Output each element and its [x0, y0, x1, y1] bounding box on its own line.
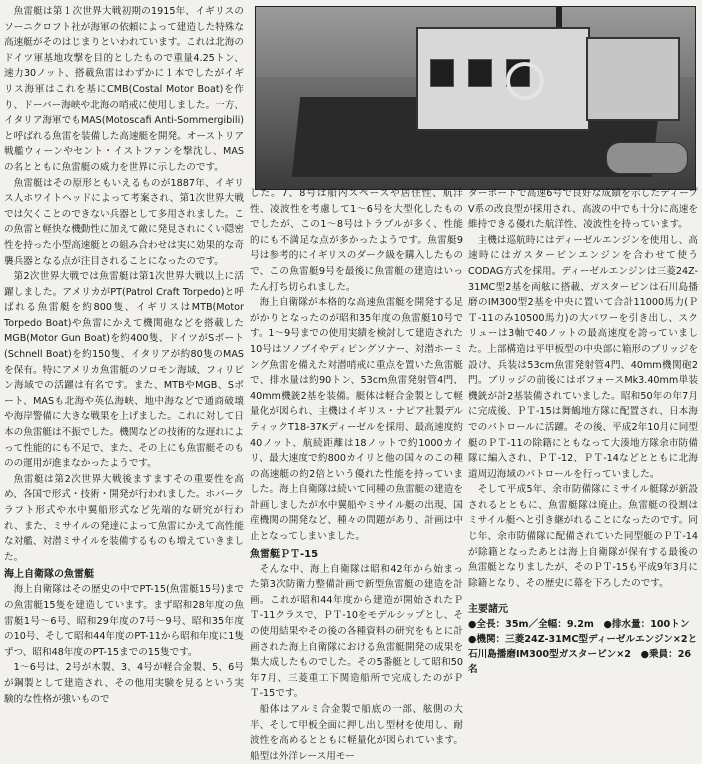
paragraph: そんな中、海上自衛隊は昭和42年から始まった第3次防衛力整備計画で新型魚雷艇の建造を計画。これが昭和44年度から建造が開始されたＰＴ-11クラスで、ＰＴ-10をモデルシップとし、その使用結果やその後の各種資料の研究をもとに計画された海上自衛隊における魚雷艇開発の成果を集大成したものでした。その5番艇として昭和50年7月、三菱重工下関造船所で完成したのがＰＴ-15です。	[250, 563, 463, 700]
column-3	[468, 186, 698, 591]
section-heading-sdf: 海上自衛隊の魚雷艇	[4, 569, 94, 581]
paragraph: した。7、8号は船内スペースや居住性、航洋性、凌波性を考慮して1～6号を大型化したものでしたが、この1～8号はトラブルが多く、性能的にも不満足な点が多かったようです。魚雷艇9号は参考的にイギリスのダーク級を購入したもので、この魚雷艇9号を最後に魚雷艇の建造はいったん打ち切られました。	[250, 188, 463, 293]
specs-title: 主要諸元	[468, 604, 508, 615]
paragraph: 海上自衛隊はその歴史の中でPT-15(魚雷艇15号)までの魚雷艇15隻を建造しています。まず昭和28年度の魚雷艇1号～6号、昭和29年度の7号～9号、昭和35年度の10号、そして昭和44年度のPT-11から昭和年度に1隻ずつ、昭和48年度のPT-15までの15隻です。	[4, 584, 244, 658]
paragraph: 魚雷艇は第１次世界大戦初期の1915年、イギリスのソーニクロフト社が海軍の依頼によって建造した特殊な高速艇がそのはじまりといわれています。これは北海のドイツ軍基地攻撃を目的としたもので重量4.25トン、速力30ノット、搭載魚雷はわずかに１本でしたがイギリス海軍はこれを基にCMB(Costal Motor Boat)を作り、ドーバー海峡や北海の哨戒に使用しました。一方、イタリア海軍でもMAS(Motoscafi Anti-Sommergibili)と呼ばれる魚雷を装備した高速艇を開発。オーストリア戦艦ウィーンやセント・イストファンを撃沈し、MASの名とともに魚雷艇の威力を世界に示したのです。	[4, 6, 244, 173]
paragraph: 魚雷艇は第2次世界大戦後ますますその重要性を高め、各国で形式・技術・開発が行われました。ホバークラフト形式や水中翼船形式など先端的な研究が行われ、また、ミサイルの発達によって魚雷にかえて高性能な対艦、対潜ミサイルを装備するものも増えていきました。	[4, 473, 244, 563]
section-heading-pt15: 魚雷艇ＰＴ-15	[250, 548, 319, 560]
paragraph: 第2次世界大戦では魚雷艇は第1次世界大戦以上に活躍しました。アメリカがPT(Patrol Craft Torpedo)と呼ばれる魚雷艇を約800隻、イギリスはMTB(Motor Torpedo Boat)や魚雷にかえて機関砲などを搭載したMGB(Motor Gun Boat)を約400隻、ドイツがSボート(Schnell Boat)を約150隻、イタリアが約80隻のMASを保有。特にアメリカ魚雷艇のソロモン海域、フィリピン海域での活躍は有名です。また、MTBやMGB、Sボート、MASも北海や英仏海峡、地中海などで通商破壊や海岸警備に大きな戦果を上げました。これに対して日本の魚雷艇は不振でした。機関などの技術的な遅れによって性能的にも不足で、また、その上にも魚雷艇そのものの運用が進まなかったようです。	[4, 271, 244, 470]
column-2	[250, 186, 463, 764]
specs-body: ●全長：35m／全幅：9.2m ●排水量：100トン ●機関：三菱24Z-31MC型ディーゼルエンジン×2と石川島播磨IM300型ガスタービン×2 ●乗員：26名	[468, 619, 700, 675]
paragraph: 魚雷艇はその原形ともいえるものが1887年、イギリス人ホワイトヘッドによって考案され、第1次世界大戦では欠くことのできない兵器として多用されました。この魚雷と軽快な機動性に加えて敵に発見されにくい隠密性を持った小型高速艇との組み合わせは実に効果的な奇襲兵器となる点が注目されることになったのです。	[4, 177, 244, 267]
paragraph: そして平成5年、余市防備隊にミサイル艇隊が新設されるとともに、魚雷艇隊は廃止。魚雷艇の役割はミサイル艇へと引き継がれることになったのです。同じ年、余市防備隊に配備されていた同型艇のＰＴ-14が除籍となったあとは海上自衛隊が保有する最後の魚雷艇となりましたが、そのＰＴ-15も平成9年3月に除籍となり、その歴史に幕を下ろしたのです。	[468, 484, 698, 589]
torpedo-boat-photo	[255, 6, 696, 190]
paragraph: 1～6号は、2号が木製、3、4号が軽合金製、5、6号が鋼製として建造され、その他用実験を見るという実験的な性格が強いもので	[4, 662, 244, 705]
photo-torpedo-tube	[606, 142, 688, 174]
paragraph: ターボートで高速6号で良好な成績を示したディープV系の改良型が採用され、高波の中でも十分に高速を維持できる優れた航洋性、凌波性を持っています。	[468, 188, 698, 231]
photo-bridge	[416, 27, 590, 131]
photo-aft-structure	[586, 37, 680, 121]
paragraph: 主機は巡航時にはディーゼルエンジンを使用し、高速時にはガスタービンエンジンを合わせて使うCODAG方式を採用。ディーゼルエンジンは三菱24Z-31MC型2基を両舷に搭載、ガスタービンは石川島播磨のIM300型2基を中央に置いて合計11000馬力(ＰＴ-11のみ10500馬力)の大パワーを引き出し、スクリューは3軸で40ノットの最高速度を誇っていました。上部構造は平甲板型の中央部に箱形のブリッジを設け、兵装は53cm魚雷発射管4門、40mm機関砲2門。ブリッジの前後にはボフォースMk3.40mm単装機銃が計2基装備されていました。昭和50年の年7月に完成後、ＰＴ-15は舞鶴地方隊に配置され、日本海でのパトロールに活躍。その後、平成2年10月に同型艇のＰＴ-11の除籍にともなって大湊地方隊余市防備隊に編入され、ＰＴ-12、ＰＴ-14などとともに北海道周辺海域のパトロールを行っていました。	[468, 234, 698, 480]
photo-window	[430, 59, 454, 87]
paragraph: 海上自衛隊が本格的な高速魚雷艇を開発する足がかりとなったのが昭和35年度の魚雷艇10号です。1～9号までの使用実績を検討して建造された10号はソノブイやディピングソナー、対潜ホーミング魚雷を備えた対潜哨戒に重点を置いた魚雷艇で、排水量は約90トン、53cm魚雷発射管4門、40mm機銃2基を装備。艇体は軽合金製として軽量化が図られ、主機はイギリス・ナピア社製デルティックT18-37Kディーゼルを採用、最高速度約40ノット、航続距離は18ノットで約1000カイリ、最大速度で約800カイリと他の国々のこの種の高速艇の約2倍という優れた性能を持っていました。海上自衛隊は続いて同種の魚雷艇の建造を計画しましたが水中翼船やミサイル艇の出現、国産機関の開発など、種々の問題があり、計画は中止となってしまいました。	[250, 297, 463, 543]
specifications-box	[468, 602, 698, 677]
column-1	[4, 4, 244, 707]
paragraph: 船体はアルミ合金製で船底の一部、舷側の大半、そして甲板全面に押し出し型材を使用し、耐波性を高めるとともに軽量化が図られています。船型は外洋レース用モー	[250, 704, 463, 762]
photo-life-ring	[506, 62, 544, 100]
photo-window	[468, 59, 492, 87]
